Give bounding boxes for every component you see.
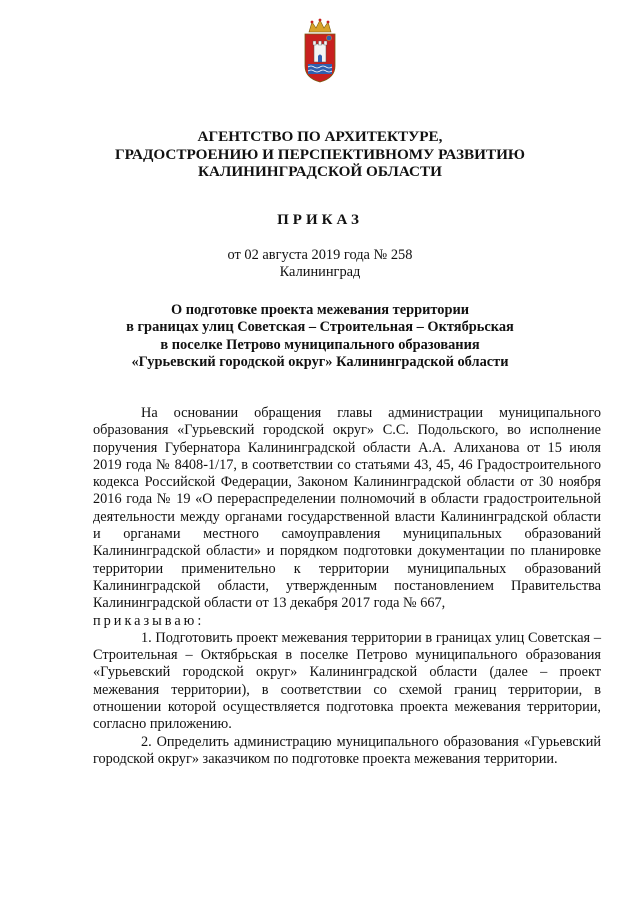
item-paragraph-2: 2. Определить администрацию муниципального образования «Гурьевский городской округ» заказчиком по подготовке проекта межевания территории. — [93, 733, 601, 767]
command-word: приказываю: — [93, 612, 205, 629]
subject-line: в поселке Петрово муниципального образования — [160, 336, 480, 353]
subject-line: О подготовке проекта межевания территории — [170, 302, 470, 318]
order-title: ПРИКАЗ — [277, 212, 363, 228]
subject-line: в границах улиц Советская – Строительная – Октябрьская — [126, 319, 514, 336]
order-subject — [80, 302, 560, 371]
order-city: Калининград — [279, 264, 361, 280]
agency-name-line: АГЕНТСТВО ПО АРХИТЕКТУРЕ, — [197, 128, 443, 145]
order-date: от 02 августа 2019 года № 258 — [227, 247, 413, 263]
order-date-block — [60, 247, 580, 281]
agency-name — [60, 128, 580, 181]
item-paragraph-1: 1. Подготовить проект межевания территории в границах улиц Советская – Строительная – Октябрьская в поселке Петрово муниципального образования «Гурьевский городской округ» Калининградской области (далее – проект межевания территории), в соответствии со схемой границ территории, в отношении которой осуществляется подготовка проекта межевания территории, согласно приложению. — [93, 629, 601, 733]
subject-line: «Гурьевский городской округ» Калининградской области — [131, 353, 509, 370]
kaliningrad-coat-of-arms-icon — [302, 18, 338, 84]
preamble-paragraph: На основании обращения главы администрации муниципального образования «Гурьевский городской округ» С.С. Подольского, во исполнение поручения Губернатора Калининградской области А.А. Алиханова от 15 июля 2019 года № 8408-1/17, в соответствии со статьями 43, 45, 46 Градостроительного кодекса Российской Федерации, Законом Калининградской области от 30 ноября 2016 года № 19 «О перераспределении полномочий в области градостроительной деятельности между органами государственной власти Калининградской области и органами местного самоуправления муниципальных образований Калининградской области» и порядком подготовки документации по планировке территории применительно к территории муниципальных образований Калининградской области, утвержденным постановлением Правительства Калининградской области от 13 декабря 2017 года № 667, — [93, 405, 601, 612]
agency-name-line: ГРАДОСТРОЕНИЮ И ПЕРСПЕКТИВНОМУ РАЗВИТИЮ — [114, 145, 525, 163]
order-body — [93, 405, 601, 768]
agency-name-line: КАЛИНИНГРАДСКОЙ ОБЛАСТИ — [198, 163, 442, 180]
